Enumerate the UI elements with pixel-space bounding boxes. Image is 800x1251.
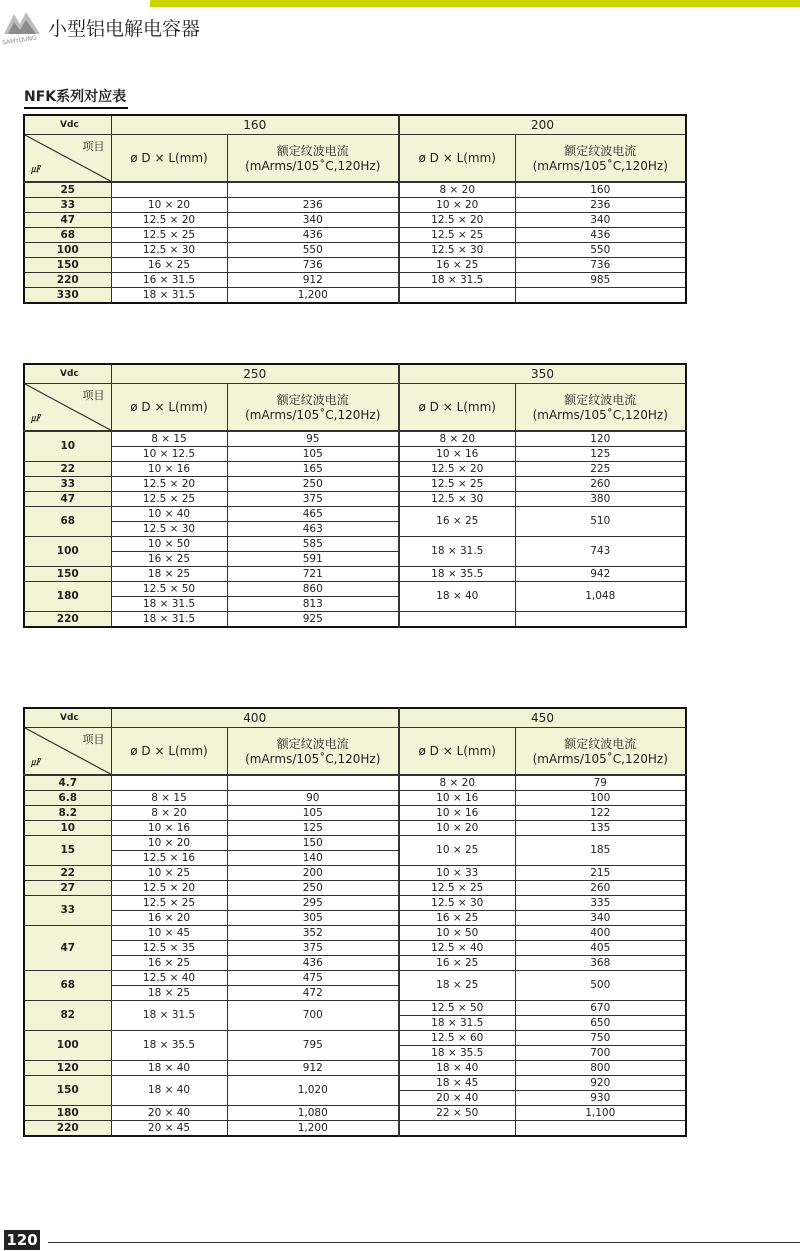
dimension-cell: 16 × 25: [399, 258, 515, 273]
capacitance-cell: 47: [24, 213, 111, 228]
dimension-cell: 22 × 50: [399, 1106, 515, 1121]
ripple-current-cell: 463: [227, 522, 399, 537]
capacitance-cell: 150: [24, 258, 111, 273]
table-row: [24, 821, 686, 836]
ripple-current-cell: 860: [227, 582, 399, 597]
table-row: [24, 567, 686, 582]
voltage-row: [24, 115, 686, 135]
capacitance-cell: 33: [24, 896, 111, 926]
capacitance-cell: 6.8: [24, 791, 111, 806]
capacitance-cell: 68: [24, 507, 111, 537]
ripple-current-cell: 1,200: [227, 1121, 399, 1137]
dimension-cell: 12.5 × 40: [399, 941, 515, 956]
ripple-current-cell: 1,100: [515, 1106, 686, 1121]
dimension-cell: 10 × 25: [111, 866, 227, 881]
samyoung-logo: [0, 4, 46, 46]
dimension-cell: 10 × 16: [399, 447, 515, 462]
voltage-row: [24, 708, 686, 728]
dimension-cell: 16 × 25: [111, 258, 227, 273]
ripple-current-cell: 375: [227, 941, 399, 956]
dimension-cell: 12.5 × 16: [111, 851, 227, 866]
ripple-current-cell: 352: [227, 926, 399, 941]
ripple-header: [227, 384, 399, 432]
dimension-cell: 18 × 40: [111, 1061, 227, 1076]
dimension-cell: 18 × 35.5: [399, 1046, 515, 1061]
dimension-cell: 10 × 20: [399, 821, 515, 836]
ripple-current-cell: 260: [515, 881, 686, 896]
spec-table-3: [23, 707, 687, 1137]
dimension-cell: 16 × 25: [111, 552, 227, 567]
voltage-header: 200: [399, 115, 686, 135]
capacitance-cell: 25: [24, 182, 111, 198]
dimension-cell: 12.5 × 30: [111, 243, 227, 258]
dimension-cell: 10 × 16: [399, 806, 515, 821]
ripple-current-cell: 500: [515, 971, 686, 1001]
ripple-current-cell: [227, 775, 399, 791]
table-row: [24, 941, 686, 956]
dimension-cell: 18 × 35.5: [111, 1031, 227, 1061]
ripple-current-cell: 912: [227, 1061, 399, 1076]
dimension-cell: 18 × 31.5: [111, 1001, 227, 1031]
dimension-cell: [399, 1121, 515, 1137]
ripple-header-line1: 额定纹波电流: [276, 143, 349, 158]
capacitance-cell: 150: [24, 567, 111, 582]
corner-header: [24, 728, 111, 776]
dimension-cell: 12.5 × 25: [111, 492, 227, 507]
ripple-current-cell: [515, 612, 686, 628]
table-row: [24, 431, 686, 447]
vdc-label: Vdc: [24, 708, 111, 728]
ripple-current-cell: 585: [227, 537, 399, 552]
ripple-current-cell: 465: [227, 507, 399, 522]
voltage-header: 250: [111, 364, 399, 384]
dimension-cell: [399, 288, 515, 304]
capacitance-unit-label: ㎌: [31, 414, 41, 424]
dimension-header: ø D × L(mm): [399, 135, 515, 183]
ripple-current-cell: 700: [227, 1001, 399, 1031]
dimension-cell: [399, 612, 515, 628]
ripple-current-cell: 125: [227, 821, 399, 836]
table-row: [24, 866, 686, 881]
ripple-current-cell: 700: [515, 1046, 686, 1061]
dimension-cell: 18 × 31.5: [111, 612, 227, 628]
ripple-header-line2: (mArms/105˚C,120Hz): [245, 407, 381, 422]
ripple-header-line2: (mArms/105˚C,120Hz): [245, 751, 381, 766]
corner-header: [24, 384, 111, 432]
voltage-header: 450: [399, 708, 686, 728]
capacitance-cell: 100: [24, 537, 111, 567]
ripple-header-line1: 额定纹波电流: [564, 736, 637, 751]
dimension-cell: 16 × 25: [399, 507, 515, 537]
dimension-cell: 10 × 20: [399, 198, 515, 213]
capacitance-cell: 82: [24, 1001, 111, 1031]
dimension-cell: 10 × 45: [111, 926, 227, 941]
ripple-header: [227, 728, 399, 776]
table-row: [24, 273, 686, 288]
ripple-current-cell: 105: [227, 447, 399, 462]
item-label: 项目: [82, 140, 105, 153]
ripple-current-cell: 236: [515, 198, 686, 213]
dimension-cell: 18 × 31.5: [399, 1016, 515, 1031]
table-row: [24, 228, 686, 243]
corner-header: [24, 135, 111, 183]
table-row: [24, 926, 686, 941]
dimension-cell: 10 × 12.5: [111, 447, 227, 462]
table-row: [24, 1061, 686, 1076]
capacitance-cell: 47: [24, 492, 111, 507]
dimension-header: ø D × L(mm): [111, 728, 227, 776]
column-header-row: [24, 728, 686, 776]
table-row: [24, 288, 686, 304]
dimension-cell: 12.5 × 25: [399, 228, 515, 243]
dimension-cell: 10 × 16: [111, 462, 227, 477]
ripple-current-cell: 79: [515, 775, 686, 791]
dimension-cell: 8 × 20: [399, 775, 515, 791]
dimension-header: ø D × L(mm): [111, 384, 227, 432]
table-row: [24, 1076, 686, 1091]
ripple-current-cell: 150: [227, 836, 399, 851]
ripple-current-cell: 95: [227, 431, 399, 447]
column-header-row: [24, 135, 686, 183]
footer-line: [48, 1242, 800, 1243]
ripple-header-line1: 额定纹波电流: [276, 392, 349, 407]
table-row: [24, 1106, 686, 1121]
dimension-cell: 12.5 × 25: [111, 896, 227, 911]
table-row: [24, 447, 686, 462]
ripple-current-cell: 295: [227, 896, 399, 911]
ripple-current-cell: 90: [227, 791, 399, 806]
ripple-header: [515, 728, 686, 776]
voltage-header: 400: [111, 708, 399, 728]
table-row: [24, 537, 686, 552]
capacitance-cell: 22: [24, 462, 111, 477]
page-number: 120: [4, 1230, 40, 1250]
ripple-current-cell: 340: [227, 213, 399, 228]
ripple-current-cell: 795: [227, 1031, 399, 1061]
dimension-cell: 12.5 × 30: [399, 243, 515, 258]
capacitance-cell: 22: [24, 866, 111, 881]
ripple-current-cell: 250: [227, 881, 399, 896]
ripple-current-cell: 215: [515, 866, 686, 881]
capacitance-cell: 15: [24, 836, 111, 866]
ripple-current-cell: 591: [227, 552, 399, 567]
ripple-current-cell: 670: [515, 1001, 686, 1016]
ripple-current-cell: 340: [515, 911, 686, 926]
ripple-header-line2: (mArms/105˚C,120Hz): [532, 751, 668, 766]
dimension-cell: 18 × 40: [111, 1076, 227, 1106]
ripple-header: [515, 384, 686, 432]
dimension-cell: 10 × 16: [111, 821, 227, 836]
section-title: NFK系列对应表: [24, 86, 128, 109]
ripple-current-cell: 236: [227, 198, 399, 213]
ripple-current-cell: 736: [515, 258, 686, 273]
capacitance-cell: 330: [24, 288, 111, 304]
ripple-current-cell: 405: [515, 941, 686, 956]
capacitance-cell: 47: [24, 926, 111, 971]
table-row: [24, 198, 686, 213]
dimension-cell: 10 × 33: [399, 866, 515, 881]
ripple-current-cell: 813: [227, 597, 399, 612]
dimension-cell: 12.5 × 25: [399, 477, 515, 492]
ripple-current-cell: 375: [227, 492, 399, 507]
ripple-current-cell: 160: [515, 182, 686, 198]
dimension-cell: 10 × 20: [111, 836, 227, 851]
capacitance-cell: 4.7: [24, 775, 111, 791]
dimension-cell: 12.5 × 25: [111, 228, 227, 243]
dimension-cell: 12.5 × 40: [111, 971, 227, 986]
capacitance-cell: 100: [24, 243, 111, 258]
table-row: [24, 462, 686, 477]
dimension-cell: 8 × 15: [111, 431, 227, 447]
dimension-cell: 8 × 20: [399, 431, 515, 447]
column-header-row: [24, 384, 686, 432]
ripple-current-cell: 122: [515, 806, 686, 821]
ripple-current-cell: 912: [227, 273, 399, 288]
dimension-cell: 8 × 20: [399, 182, 515, 198]
ripple-current-cell: 985: [515, 273, 686, 288]
table-row: [24, 1121, 686, 1137]
ripple-current-cell: 100: [515, 791, 686, 806]
dimension-cell: 12.5 × 20: [111, 881, 227, 896]
capacitance-cell: 180: [24, 1106, 111, 1121]
ripple-current-cell: 185: [515, 836, 686, 866]
ripple-current-cell: 942: [515, 567, 686, 582]
ripple-current-cell: 721: [227, 567, 399, 582]
dimension-cell: 12.5 × 35: [111, 941, 227, 956]
table-row: [24, 182, 686, 198]
ripple-current-cell: 930: [515, 1091, 686, 1106]
ripple-current-cell: 125: [515, 447, 686, 462]
ripple-current-cell: 340: [515, 213, 686, 228]
dimension-cell: 18 × 40: [399, 582, 515, 612]
voltage-header: 160: [111, 115, 399, 135]
dimension-cell: 10 × 50: [399, 926, 515, 941]
voltage-header: 350: [399, 364, 686, 384]
dimension-cell: 18 × 31.5: [399, 273, 515, 288]
table-row: [24, 258, 686, 273]
dimension-cell: 8 × 15: [111, 791, 227, 806]
dimension-cell: 18 × 31.5: [111, 597, 227, 612]
ripple-header-line2: (mArms/105˚C,120Hz): [532, 158, 668, 173]
ripple-current-cell: 650: [515, 1016, 686, 1031]
ripple-current-cell: 105: [227, 806, 399, 821]
ripple-header: [227, 135, 399, 183]
ripple-current-cell: 1,200: [227, 288, 399, 304]
table-row: [24, 896, 686, 911]
dimension-cell: 12.5 × 25: [399, 881, 515, 896]
ripple-current-cell: 736: [227, 258, 399, 273]
dimension-cell: [111, 775, 227, 791]
table-row: [24, 836, 686, 851]
ripple-current-cell: 1,020: [227, 1076, 399, 1106]
capacitance-cell: 220: [24, 1121, 111, 1137]
ripple-current-cell: 925: [227, 612, 399, 628]
table-row: [24, 806, 686, 821]
ripple-current-cell: 800: [515, 1061, 686, 1076]
dimension-header: ø D × L(mm): [399, 384, 515, 432]
dimension-cell: 16 × 25: [111, 956, 227, 971]
table-row: [24, 612, 686, 628]
ripple-current-cell: 120: [515, 431, 686, 447]
ripple-current-cell: 225: [515, 462, 686, 477]
dimension-cell: 10 × 50: [111, 537, 227, 552]
capacitance-cell: 8.2: [24, 806, 111, 821]
dimension-cell: 18 × 25: [399, 971, 515, 1001]
ripple-current-cell: 475: [227, 971, 399, 986]
table-row: [24, 213, 686, 228]
ripple-current-cell: [227, 182, 399, 198]
dimension-cell: 16 × 20: [111, 911, 227, 926]
capacitance-unit-label: ㎌: [31, 165, 41, 175]
capacitance-unit-label: ㎌: [31, 758, 41, 768]
spec-table-1: [23, 114, 687, 304]
ripple-current-cell: 550: [515, 243, 686, 258]
ripple-current-cell: 250: [227, 477, 399, 492]
dimension-cell: 12.5 × 30: [399, 896, 515, 911]
ripple-header: [515, 135, 686, 183]
capacitance-cell: 68: [24, 971, 111, 1001]
ripple-current-cell: [515, 1121, 686, 1137]
ripple-current-cell: 400: [515, 926, 686, 941]
capacitance-cell: 180: [24, 582, 111, 612]
ripple-header-line2: (mArms/105˚C,120Hz): [245, 158, 381, 173]
ripple-current-cell: [515, 288, 686, 304]
dimension-cell: 10 × 25: [399, 836, 515, 866]
table-row: [24, 881, 686, 896]
dimension-cell: 18 × 31.5: [111, 288, 227, 304]
capacitance-cell: 33: [24, 477, 111, 492]
ripple-current-cell: 550: [227, 243, 399, 258]
ripple-current-cell: 135: [515, 821, 686, 836]
capacitance-cell: 27: [24, 881, 111, 896]
capacitance-cell: 10: [24, 821, 111, 836]
ripple-current-cell: 743: [515, 537, 686, 567]
ripple-current-cell: 436: [227, 956, 399, 971]
ripple-header-line2: (mArms/105˚C,120Hz): [532, 407, 668, 422]
ripple-current-cell: 472: [227, 986, 399, 1001]
table-row: [24, 956, 686, 971]
ripple-current-cell: 165: [227, 462, 399, 477]
item-label: 项目: [82, 733, 105, 746]
voltage-row: [24, 364, 686, 384]
dimension-header: ø D × L(mm): [399, 728, 515, 776]
ripple-current-cell: 436: [227, 228, 399, 243]
dimension-cell: 18 × 25: [111, 986, 227, 1001]
dimension-cell: 12.5 × 20: [111, 213, 227, 228]
dimension-cell: 16 × 31.5: [111, 273, 227, 288]
vdc-label: Vdc: [24, 115, 111, 135]
capacitance-cell: 10: [24, 431, 111, 462]
table-row: [24, 1031, 686, 1046]
table-row: [24, 971, 686, 986]
dimension-cell: 12.5 × 50: [111, 582, 227, 597]
dimension-cell: 20 × 45: [111, 1121, 227, 1137]
table-row: [24, 911, 686, 926]
table-row: [24, 791, 686, 806]
capacitance-cell: 220: [24, 612, 111, 628]
table-row: [24, 477, 686, 492]
dimension-cell: 12.5 × 60: [399, 1031, 515, 1046]
capacitance-cell: 150: [24, 1076, 111, 1106]
dimension-header: ø D × L(mm): [111, 135, 227, 183]
dimension-cell: 18 × 25: [111, 567, 227, 582]
ripple-current-cell: 368: [515, 956, 686, 971]
ripple-header-line1: 额定纹波电流: [276, 736, 349, 751]
capacitance-cell: 68: [24, 228, 111, 243]
ripple-current-cell: 305: [227, 911, 399, 926]
svg-text:SAMYOUNG: SAMYOUNG: [1, 34, 38, 46]
ripple-current-cell: 1,048: [515, 582, 686, 612]
dimension-cell: 18 × 40: [399, 1061, 515, 1076]
item-label: 项目: [82, 389, 105, 402]
dimension-cell: 20 × 40: [111, 1106, 227, 1121]
ripple-current-cell: 335: [515, 896, 686, 911]
ripple-current-cell: 200: [227, 866, 399, 881]
table-row: [24, 507, 686, 522]
ripple-header-line1: 额定纹波电流: [564, 143, 637, 158]
table-row: [24, 492, 686, 507]
capacitance-cell: 100: [24, 1031, 111, 1061]
vdc-label: Vdc: [24, 364, 111, 384]
dimension-cell: 8 × 20: [111, 806, 227, 821]
spec-table-2: [23, 363, 687, 628]
dimension-cell: 20 × 40: [399, 1091, 515, 1106]
table-row: [24, 582, 686, 597]
ripple-current-cell: 920: [515, 1076, 686, 1091]
dimension-cell: 18 × 31.5: [399, 537, 515, 567]
dimension-cell: 18 × 45: [399, 1076, 515, 1091]
capacitance-cell: 120: [24, 1061, 111, 1076]
dimension-cell: 18 × 35.5: [399, 567, 515, 582]
ripple-header-line1: 额定纹波电流: [564, 392, 637, 407]
dimension-cell: 12.5 × 20: [399, 213, 515, 228]
dimension-cell: 16 × 25: [399, 956, 515, 971]
dimension-cell: 12.5 × 30: [111, 522, 227, 537]
table-row: [24, 1001, 686, 1016]
ripple-current-cell: 750: [515, 1031, 686, 1046]
capacitance-cell: 33: [24, 198, 111, 213]
ripple-current-cell: 380: [515, 492, 686, 507]
dimension-cell: 12.5 × 30: [399, 492, 515, 507]
dimension-cell: 10 × 20: [111, 198, 227, 213]
header-accent-bar: [150, 0, 800, 7]
dimension-cell: 10 × 16: [399, 791, 515, 806]
dimension-cell: 12.5 × 50: [399, 1001, 515, 1016]
table-row: [24, 775, 686, 791]
ripple-current-cell: 140: [227, 851, 399, 866]
table-row: [24, 243, 686, 258]
ripple-current-cell: 1,080: [227, 1106, 399, 1121]
ripple-current-cell: 510: [515, 507, 686, 537]
capacitance-cell: 220: [24, 273, 111, 288]
dimension-cell: 12.5 × 20: [399, 462, 515, 477]
page-title: 小型铝电解电容器: [48, 18, 201, 40]
dimension-cell: 12.5 × 20: [111, 477, 227, 492]
ripple-current-cell: 260: [515, 477, 686, 492]
dimension-cell: 10 × 40: [111, 507, 227, 522]
ripple-current-cell: 436: [515, 228, 686, 243]
dimension-cell: 16 × 25: [399, 911, 515, 926]
dimension-cell: [111, 182, 227, 198]
